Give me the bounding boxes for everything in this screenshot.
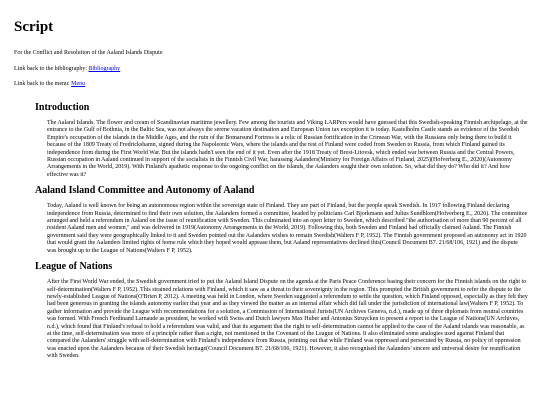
- bibliography-line: [14, 65, 528, 73]
- section-heading-league-of-nations: League of Nations: [35, 261, 113, 273]
- menu-line: [14, 80, 528, 88]
- section-body-committee-autonomy: Today, Aaland is well known for being an autonomous region within the sovereign state of Finland. They are part of Finland, but the people speak Swedish. In 1917 following Finland declaring independence from Russia, determined to find their own solution, the Aalanders formed a committee, headed by politicians Carl Bjorkmann and Julius Sundblom(Hofverberg E., 2020). The committee arranged and held a referendum in Aaland on the issue of reunification with Sweden. This culminated into an open letter to Sweden, which described "the authorisation of more than 90 percent of all resident Aaland men and women," and was delivered in 1919(Autonomy Arrangements in the World, 2019). Following this, both Sweden and Finland had officially claimed Aaland. The Finnish government said they were geographically linked to it and Sweden pointed out the Aalanders wishes to remain Swedish(Walters F P, 1952). The Finnish government proposed an autonomy act in 1920 that would grant the Aalanders limited rights of home rule which they hoped would appease them, but Aaland representatives declined this(Council Document B7. 21/68/106, 1921) and the dispute was brought up to the League of Nations(Walters F P, 1952).: [47, 203, 528, 254]
- section-heading-introduction: Introduction: [35, 102, 90, 113]
- section-heading-committee-autonomy: Aaland Island Committee and Autonomy of Aaland: [35, 185, 255, 197]
- bibliography-link[interactable]: Bibliography: [88, 66, 121, 72]
- menu-link[interactable]: Menu: [71, 81, 86, 87]
- section-body-league-of-nations: After the First World War ended, the Swedish government tried to put the Aaland Island Dispute on the agenda at the Paris Peace Conference basing their concern for the Finnish islands on the right to self-determination(Walters F P, 1952). This strained relations with Finland, which it saw as a threat to their sovereignty in the region. This prompted the British government to refer the dispute to the newly-established League of Nations(O'Brien P, 2012). A meeting was held in London, where Sweden suggested a referendum to settle the question, which Finland opposed, especially as they felt they had been generous in granting the islands autonomy earlier that year and as they viewed the matter as an internal affair which did fall under the jurisdiction of international law(Walters F P, 1952). To gather information and provide the League with recommendations for a solution, a Commission of International Jurists(UN Archives Geneva, n.d.), made up of three diplomats from neutral countries was formed. With French Ferdinand Larnaude as president, he worked with Swiss and Dutch lawyers Max Huber and Antonius Struycken to present a report to the League of Nations(UN Archives, n.d.), which found that Finland's refusal to hold a referendum was valid, and that its argument that the right to self-determination cannot be applied to the case of the Aaland islands was reasonable, as at the time, self-determination was more of a principle rather than a right, not mentioned in the Covenant of the League of Nations. It also eliminated some analogies used against Finland that compared the Aalanders' struggle with self-determination with Finland's independence from Russia, pointing out that while Finland was oppressed and persecuted by Russia, no policy of oppression was enacted upon the Aalanders because of their Swedish heritage(Council Document B7. 21/68/106, 1921). However, it also recognised the Aalanders' sincere and universal desire for reunification with Sweden.: [47, 279, 528, 360]
- page-title: Script: [14, 19, 54, 35]
- section-introduction: [35, 102, 528, 179]
- section-league-of-nations: [35, 261, 528, 360]
- menu-prefix: Link back to the menu:: [14, 81, 72, 87]
- bibliography-prefix: Link back to the bibliography:: [14, 66, 89, 72]
- section-body-introduction: The Aaland Islands. The flower and cream of Scandinavian maritime jewellery. Few among the tourists and Viking LARPers would have guessed that this Swedish-speaking Finnish archipelago, at the entrance to the Gulf of Bothnia, in the Baltic Sea, was not always the serene vacation destination and European Union tax exception it is today. Kastelholm Castle stands as evidence of the Swedish Empire's occupation of the islands in the Middle Ages, and the ruin of the Bomarsund Fortress is a relic of Russian fortification in the Crimean War, with the Russians only being there to build it because of the 1809 Treaty of Fredrickshamn, signed during the Napoleonic Wars, where the islands and the rest of Finland were coded from Sweden to Russia, from which Finland gained its independence from during the First World War. But the islands hadn't seen the end of it yet. Even after the 1918 Treaty of Brest-Litovsk, which ended war between Russia and the Central Powers, Russian occupation in Aaland continued in support of the socialists in the Finnish Civil War, harassing Aalanders(Ministry for Foreign Affairs of Finland, 2025)(Hofverberg E., 2020)(Autonomy Arrangements in the World, 2019). With Finland's apathetic response to the ongoing conflict on the islands, the Aalanders sought their own solution. So, what did they do? Who did it? And how effective was it?: [47, 120, 528, 178]
- page-subtitle: For the Conflict and Resolution of the Aaland Islands Dispute: [14, 50, 163, 56]
- section-committee-autonomy: [35, 185, 528, 255]
